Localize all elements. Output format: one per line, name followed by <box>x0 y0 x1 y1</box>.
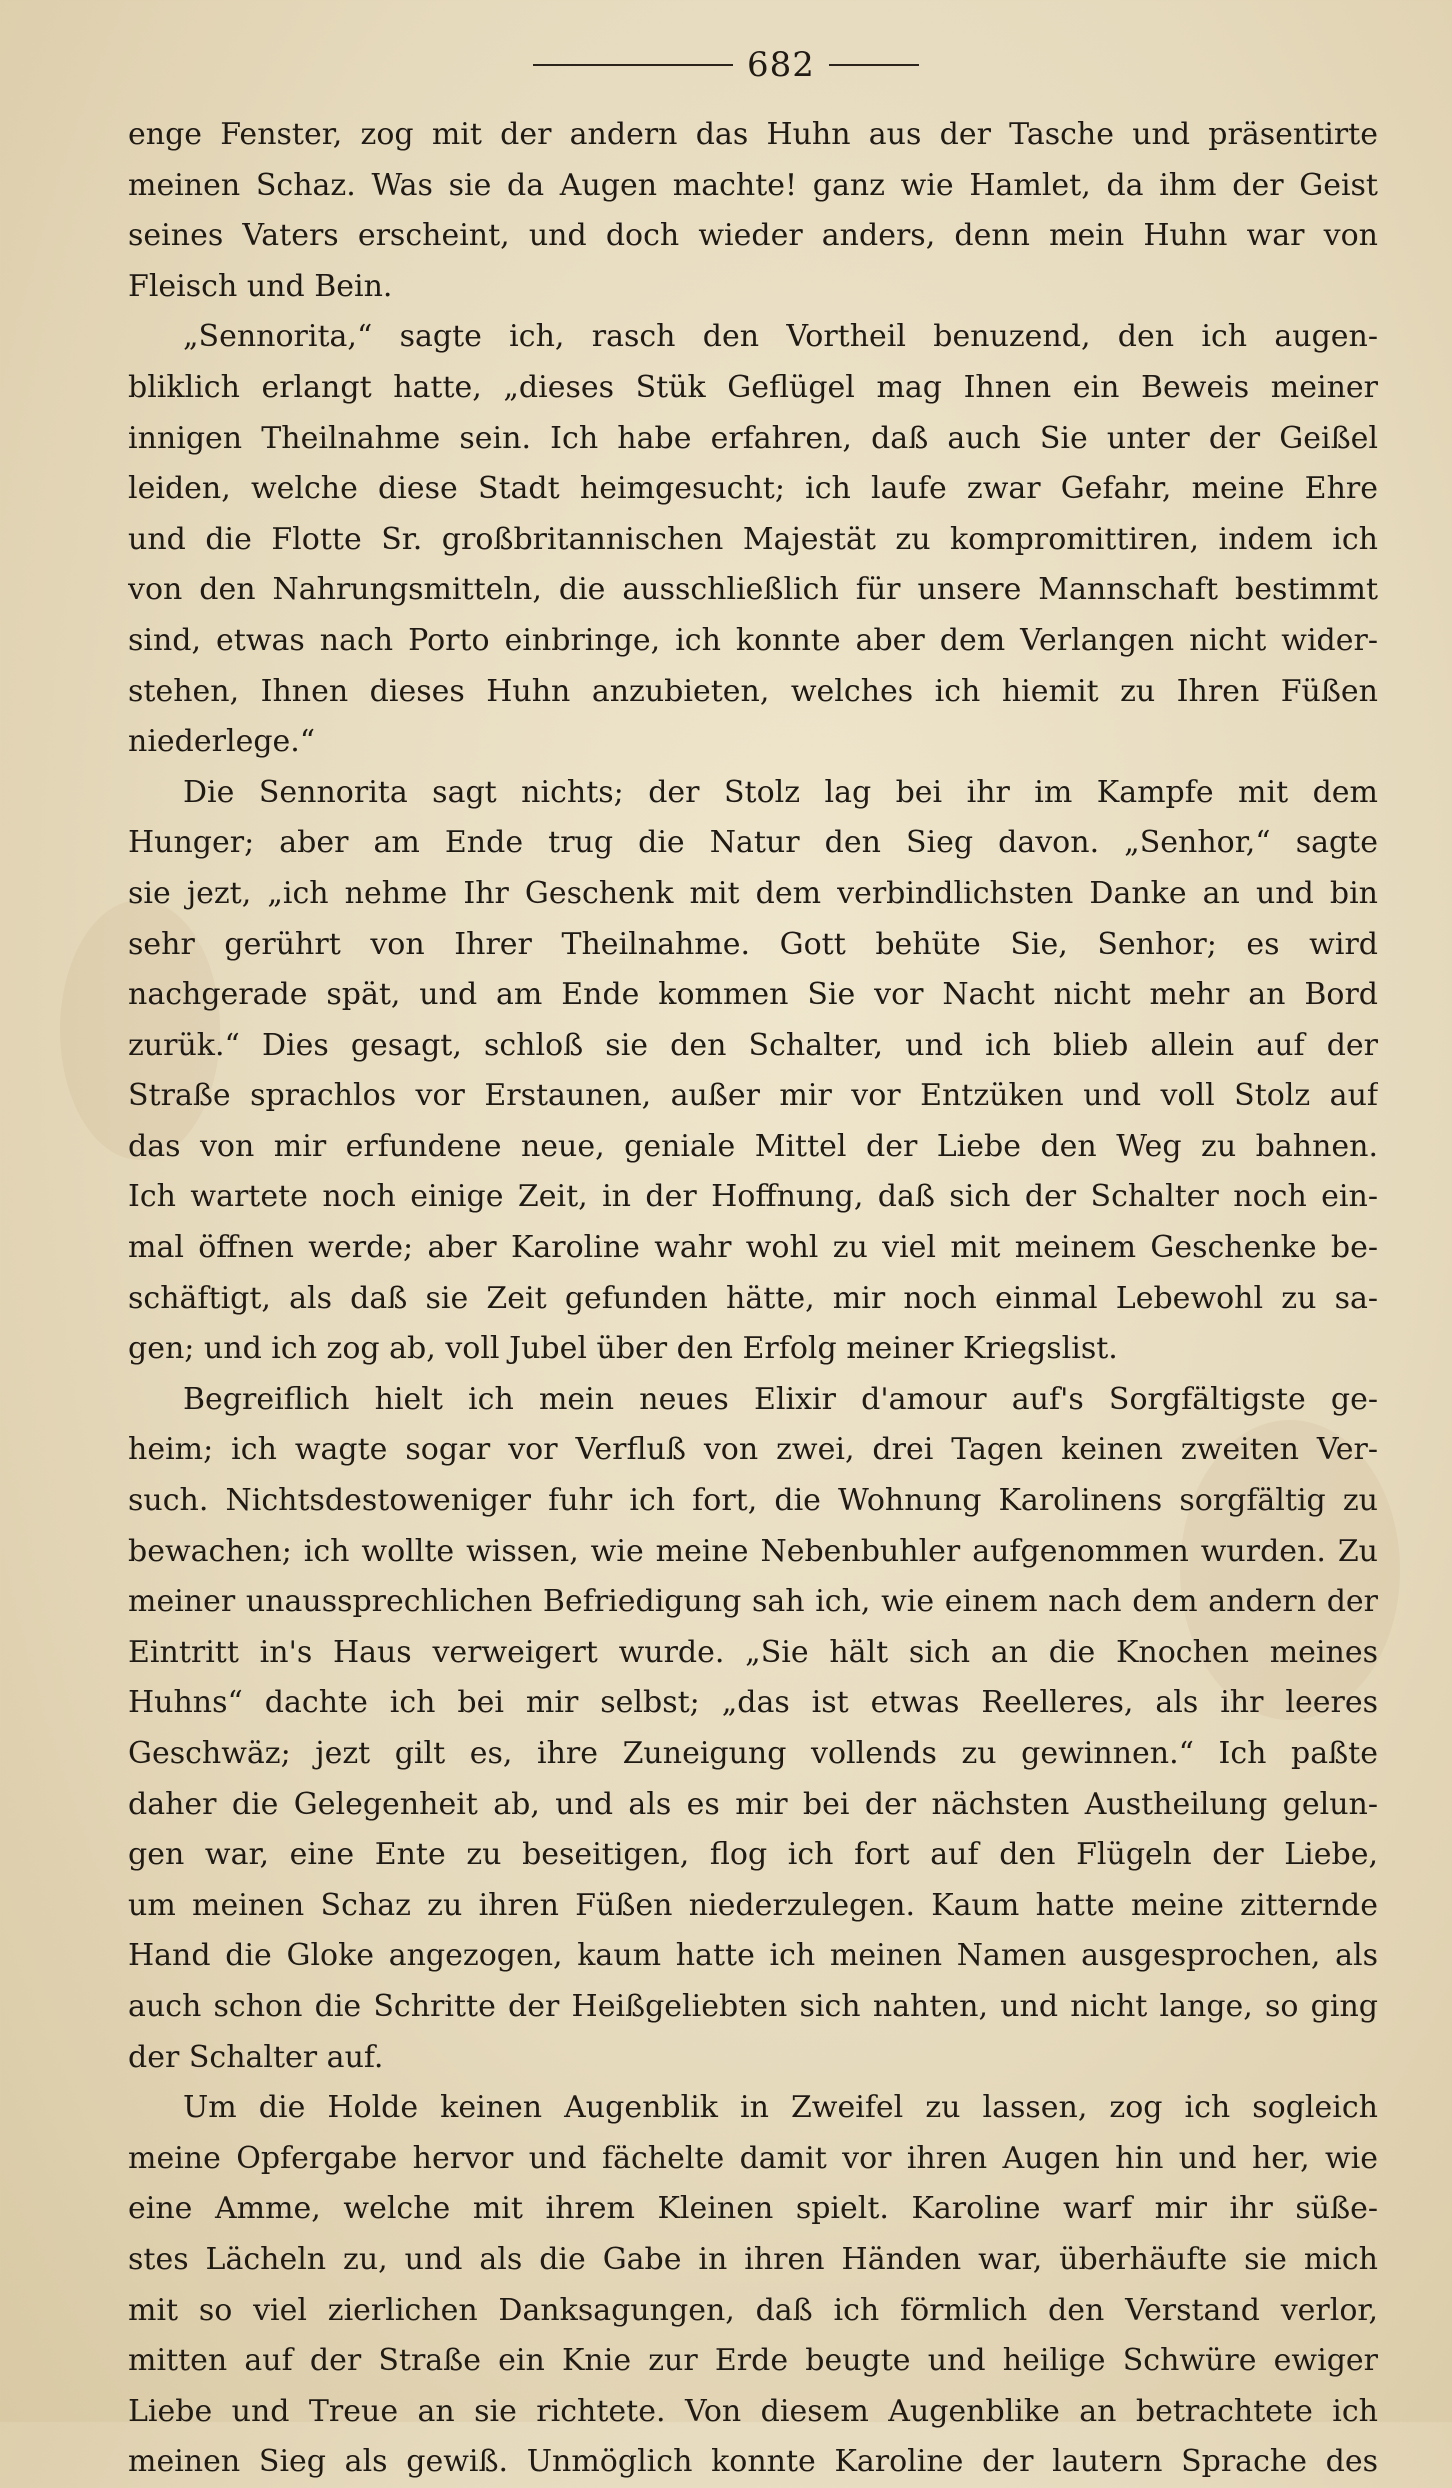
text-line: meine Opfergabe hervor und fächelte damit vor ihren Augen hin und her, wie <box>128 2140 1378 2176</box>
text-line: Fleisch und Bein. <box>128 268 393 304</box>
text-line: stes Lächeln zu, und als die Gabe in ihren Händen war, überhäufte sie mich <box>128 2241 1378 2277</box>
text-line: sehr gerührt von Ihrer Theilnahme. Gott behüte Sie, Senhor; es wird <box>128 926 1378 962</box>
text-line: Hunger; aber am Ende trug die Natur den Sieg davon. „Senhor,“ sagte <box>128 825 1378 861</box>
text-line: mitten auf der Straße ein Knie zur Erde beugte und heilige Schwüre ewiger <box>128 2343 1378 2379</box>
body-text <box>128 110 1378 2488</box>
text-line: sie jezt, „ich nehme Ihr Geschenk mit dem verbindlichsten Danke an und bin <box>128 875 1378 911</box>
text-line: der Schalter auf. <box>128 2039 384 2075</box>
text-line: niederlege.“ <box>128 724 316 760</box>
text-line: mit so viel zierlichen Danksagungen, daß ich förmlich den Verstand verlor, <box>128 2292 1378 2328</box>
text-line: um meinen Schaz zu ihren Füßen niederzulegen. Kaum hatte meine zitternde <box>128 1887 1378 1923</box>
text-line: innigen Theilnahme sein. Ich habe erfahren, daß auch Sie unter der Geißel <box>128 420 1378 456</box>
text-line: Liebe und Treue an sie richtete. Von diesem Augenblike an betrachtete ich <box>128 2393 1378 2429</box>
text-line: bliklich erlangt hatte, „dieses Stük Geflügel mag Ihnen ein Beweis meiner <box>128 369 1378 405</box>
header-rule-left <box>533 64 733 66</box>
text-line: zurük.“ Dies gesagt, schloß sie den Schalter, und ich blieb allein auf der <box>128 1027 1378 1063</box>
text-line: Hand die Gloke angezogen, kaum hatte ich meinen Namen ausgesprochen, als <box>128 1938 1378 1974</box>
page-number: 682 <box>747 45 815 85</box>
text-line: nachgerade spät, und am Ende kommen Sie vor Nacht nicht mehr an Bord <box>128 977 1378 1013</box>
text-line: schäftigt, als daß sie Zeit gefunden hätte, mir noch einmal Lebewohl zu sa- <box>128 1280 1378 1316</box>
text-line: eine Amme, welche mit ihrem Kleinen spielt. Karoline warf mir ihr süße- <box>128 2191 1378 2227</box>
text-line: von den Nahrungsmitteln, die ausschließlich für unsere Mannschaft bestimmt <box>128 572 1378 608</box>
text-line: stehen, Ihnen dieses Huhn anzubieten, welches ich hiemit zu Ihren Füßen <box>128 673 1378 709</box>
text-line: „Sennorita,“ sagte ich, rasch den Vortheil benuzend, den ich augen- <box>183 319 1378 355</box>
text-line: Geschwäz; jezt gilt es, ihre Zuneigung vollends zu gewinnen.“ Ich paßte <box>128 1736 1378 1771</box>
page-header <box>0 40 1452 90</box>
text-line: enge Fenster, zog mit der andern das Huhn aus der Tasche und präsentirte <box>128 117 1378 152</box>
text-line: meinen Sieg als gewiß. Unmöglich konnte Karoline der lautern Sprache des <box>128 2444 1378 2480</box>
text-line: daher die Gelegenheit ab, und als es mir bei der nächsten Austheilung gelun- <box>128 1786 1378 1822</box>
text-line: Um die Holde keinen Augenblik in Zweifel zu lassen, zog ich sogleich <box>183 2090 1378 2126</box>
text-line: such. Nichtsdestoweniger fuhr ich fort, die Wohnung Karolinens sorgfältig zu <box>128 1483 1378 1519</box>
text-line: Begreiflich hielt ich mein neues Elixir d'amour auf's Sorgfältigste ge- <box>183 1381 1378 1417</box>
text-line: heim; ich wagte sogar vor Verfluß von zwei, drei Tagen keinen zweiten Ver- <box>128 1432 1378 1468</box>
text-line: bewachen; ich wollte wissen, wie meine Nebenbuhler aufgenommen wurden. Zu <box>128 1533 1378 1569</box>
text-line: gen; und ich zog ab, voll Jubel über den Erfolg meiner Kriegslist. <box>128 1331 1118 1367</box>
text-line: meiner unaussprechlichen Befriedigung sah ich, wie einem nach dem andern der <box>128 1584 1378 1620</box>
text-line: sind, etwas nach Porto einbringe, ich konnte aber dem Verlangen nicht wider- <box>128 622 1378 658</box>
text-line: meinen Schaz. Was sie da Augen machte! ganz wie Hamlet, da ihm der Geist <box>128 167 1378 203</box>
text-line: Eintritt in's Haus verweigert wurde. „Sie hält sich an die Knochen meines <box>128 1634 1378 1670</box>
text-line: Huhns“ dachte ich bei mir selbst; „das ist etwas Reelleres, als ihr leeres <box>128 1685 1378 1721</box>
text-line: leiden, welche diese Stadt heimgesucht; ich laufe zwar Gefahr, meine Ehre <box>128 471 1378 507</box>
text-line: und die Flotte Sr. großbritannischen Majestät zu kompromittiren, indem ich <box>128 521 1378 557</box>
header-rule-right <box>829 64 919 66</box>
text-line: auch schon die Schritte der Heißgeliebten sich nahten, und nicht lange, so ging <box>128 1988 1378 2024</box>
text-line: gen war, eine Ente zu beseitigen, flog ich fort auf den Flügeln der Liebe, <box>128 1837 1378 1873</box>
text-line: das von mir erfundene neue, geniale Mittel der Liebe den Weg zu bahnen. <box>128 1128 1378 1164</box>
text-line: mal öffnen werde; aber Karoline wahr wohl zu viel mit meinem Geschenke be- <box>128 1230 1378 1266</box>
text-line: Ich wartete noch einige Zeit, in der Hoffnung, daß sich der Schalter noch ein- <box>128 1179 1378 1215</box>
text-line: Die Sennorita sagt nichts; der Stolz lag bei ihr im Kampfe mit dem <box>183 774 1378 810</box>
text-line: seines Vaters erscheint, und doch wieder anders, denn mein Huhn war von <box>128 218 1378 254</box>
text-line: Straße sprachlos vor Erstaunen, außer mir vor Entzüken und voll Stolz auf <box>128 1078 1378 1114</box>
